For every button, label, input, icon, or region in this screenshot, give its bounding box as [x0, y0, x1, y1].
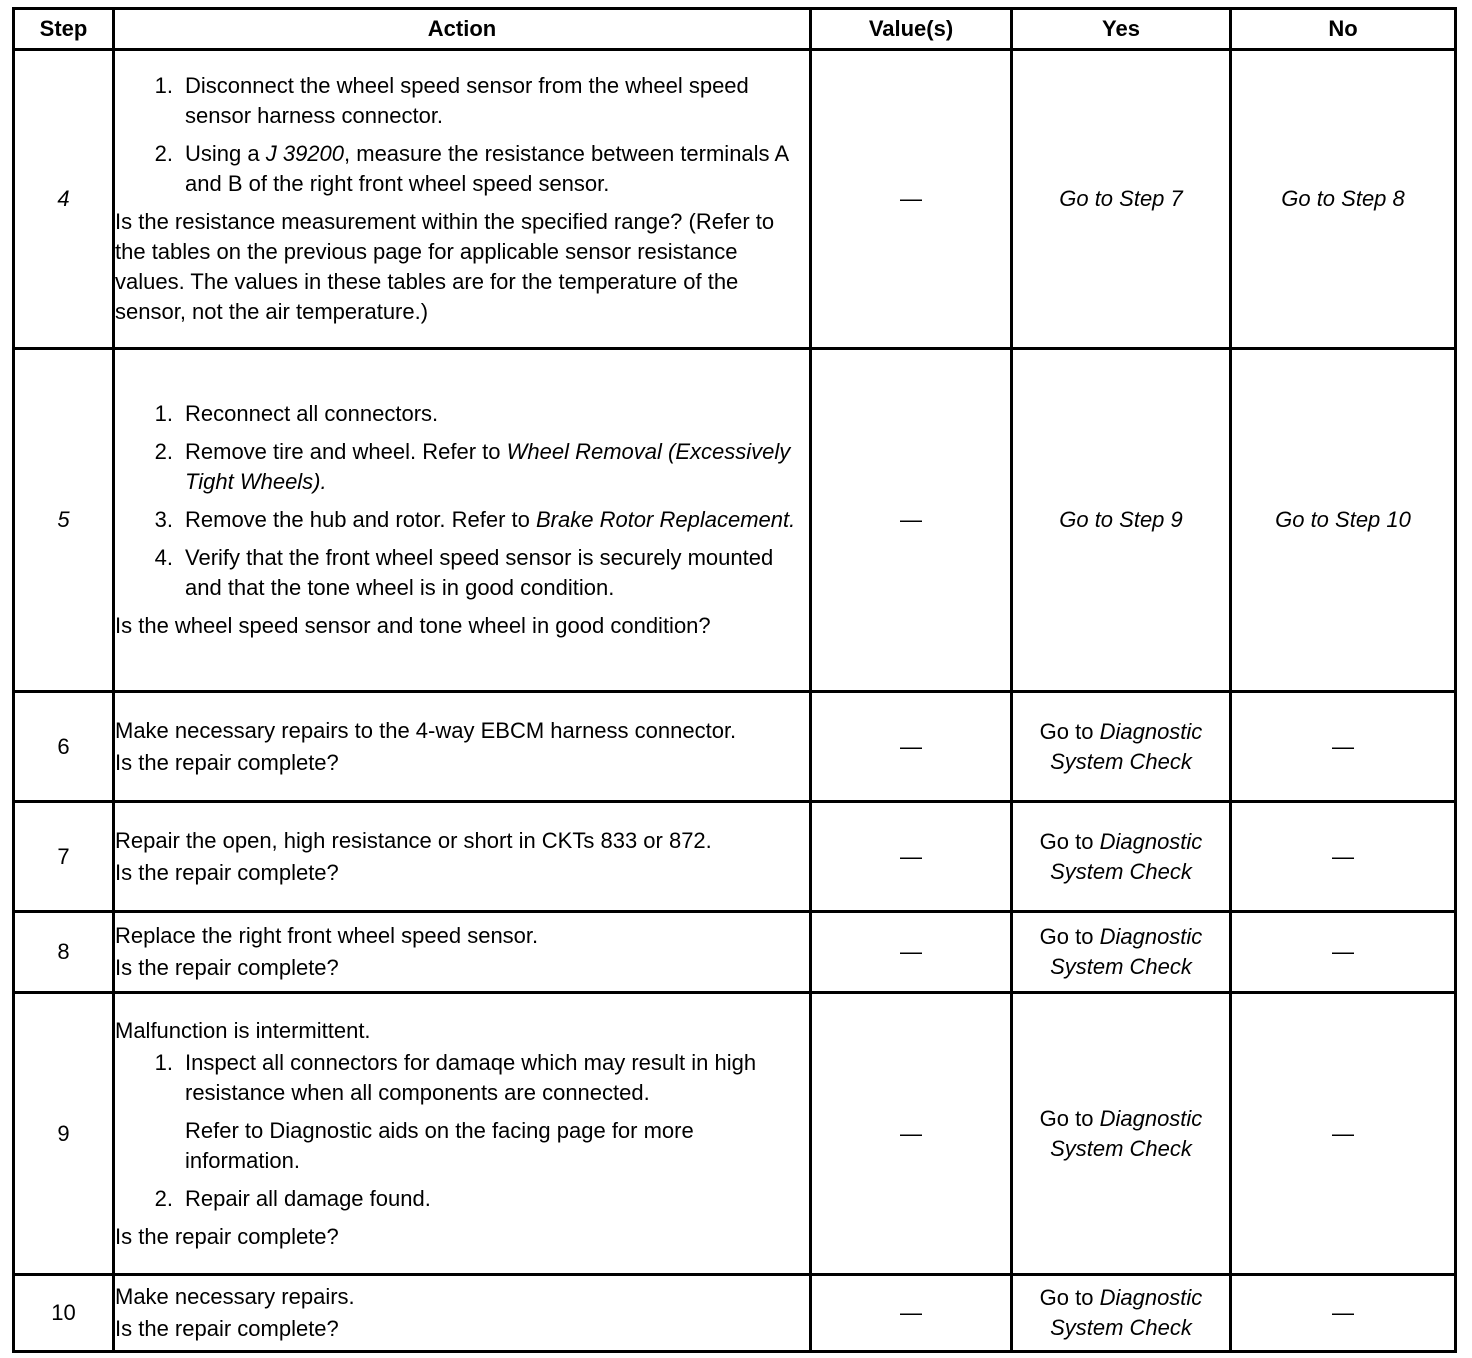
- item-text-part: Remove the hub and rotor. Refer to: [185, 507, 536, 532]
- list-item: [115, 399, 809, 429]
- procedure-reference: Diagnostic System Check: [1050, 718, 1203, 774]
- yes-cell: [1012, 1275, 1231, 1352]
- procedure-reference: Wheel Removal (Excessively Tight Wheels).: [185, 439, 791, 494]
- action-cell: [114, 912, 811, 993]
- item-text: Verify that the front wheel speed sensor is securely mounted and that the tone wheel is in good condition.: [185, 545, 774, 600]
- item-text: Repair all damage found.: [185, 1185, 431, 1211]
- diagnostic-table: [12, 7, 1457, 1353]
- step-number: 9: [14, 993, 114, 1275]
- item-number: 2.: [154, 439, 173, 464]
- action-cell: [114, 993, 811, 1275]
- procedure-reference: Diagnostic System Check: [1050, 1285, 1203, 1340]
- yes-cell: [1012, 912, 1231, 993]
- action-cell: [114, 50, 811, 349]
- list-item: [115, 437, 809, 497]
- item-number: 4.: [154, 545, 173, 570]
- list-item: [115, 505, 809, 535]
- no-cell: —: [1231, 912, 1456, 993]
- value-cell: —: [811, 993, 1012, 1275]
- yes-cell: [1012, 802, 1231, 912]
- list-item: [115, 1184, 809, 1214]
- action-steps: [115, 1048, 809, 1214]
- step-number: 8: [14, 912, 114, 993]
- yes-cell: [1012, 993, 1231, 1275]
- action-text: Replace the right front wheel speed sensor.: [115, 923, 539, 948]
- action-text: Repair the open, high resistance or short in CKTs 833 or 872.: [115, 827, 712, 853]
- action-cell: [114, 1275, 811, 1352]
- step-number: 7: [14, 802, 114, 912]
- action-text: Make necessary repairs.: [115, 1284, 355, 1309]
- value-cell: —: [811, 349, 1012, 692]
- step-number: 6: [14, 692, 114, 802]
- list-item: [115, 543, 809, 603]
- no-cell: Go to Step 10: [1231, 349, 1456, 692]
- item-number: 2.: [154, 141, 173, 166]
- value-cell: —: [811, 692, 1012, 802]
- item-text: [185, 139, 809, 199]
- question-text: Is the repair complete?: [115, 1316, 339, 1341]
- procedure-reference: Diagnostic System Check: [1050, 924, 1203, 979]
- item-text: [185, 1048, 809, 1176]
- item-text-part: Inspect all connectors for damaqe which may result in high resistance when all components are connected.: [185, 1049, 757, 1105]
- question-text: Is the repair complete?: [115, 749, 339, 775]
- question-text: Is the repair complete?: [115, 859, 339, 885]
- value-cell: —: [811, 1275, 1012, 1352]
- yes-cell: [1012, 692, 1231, 802]
- item-note: Refer to Diagnostic aids on the facing page for more information.: [185, 1117, 694, 1173]
- yes-text: Go to: [1039, 718, 1100, 744]
- procedure-reference: Diagnostic System Check: [1050, 828, 1203, 884]
- yes-text: Go to: [1039, 828, 1100, 854]
- value-cell: —: [811, 912, 1012, 993]
- item-text-part: Remove tire and wheel. Refer to: [185, 439, 507, 464]
- tool-reference: J 39200: [265, 141, 345, 166]
- no-cell: Go to Step 8: [1231, 50, 1456, 349]
- action-cell: [114, 692, 811, 802]
- item-text: Reconnect all connectors.: [185, 401, 439, 426]
- list-item: [115, 71, 809, 131]
- action-cell: [114, 802, 811, 912]
- item-text: [185, 505, 809, 535]
- item-number: 3.: [154, 507, 173, 532]
- table-row: [14, 50, 1456, 349]
- step-number: 10: [14, 1275, 114, 1352]
- question-text: Is the resistance measurement within the specified range? (Refer to the tables on the previous page for applicable sensor resistance values. The values in these tables are for the temperature of the sensor, not the air temperature.): [115, 209, 775, 324]
- header-step: Step: [14, 9, 114, 50]
- header-row: [14, 9, 1456, 50]
- action-steps: [115, 399, 809, 603]
- table-row: [14, 349, 1456, 692]
- item-number: 1.: [154, 401, 173, 426]
- table-row: [14, 993, 1456, 1275]
- action-text: Make necessary repairs to the 4-way EBCM harness connector.: [115, 717, 737, 743]
- yes-text: Go to: [1039, 1285, 1100, 1310]
- no-cell: —: [1231, 802, 1456, 912]
- question-text: Is the repair complete?: [115, 1223, 339, 1249]
- action-cell: [114, 349, 811, 692]
- question-text: Is the repair complete?: [115, 955, 339, 980]
- header-action: Action: [114, 9, 811, 50]
- value-cell: —: [811, 802, 1012, 912]
- item-number: 1.: [154, 1049, 173, 1075]
- header-values: Value(s): [811, 9, 1012, 50]
- yes-text: Go to: [1039, 1105, 1100, 1131]
- item-number: 1.: [154, 73, 173, 98]
- header-no: No: [1231, 9, 1456, 50]
- list-item: [115, 139, 809, 199]
- procedure-reference: Brake Rotor Replacement.: [535, 507, 796, 532]
- yes-cell: Go to Step 9: [1012, 349, 1231, 692]
- action-steps: [115, 71, 809, 199]
- item-number: 2.: [154, 1185, 173, 1211]
- table-row: [14, 692, 1456, 802]
- step-number: 4: [14, 50, 114, 349]
- procedure-reference: Diagnostic System Check: [1050, 1105, 1203, 1161]
- yes-cell: Go to Step 7: [1012, 50, 1231, 349]
- yes-text: Go to: [1039, 924, 1100, 949]
- no-cell: —: [1231, 692, 1456, 802]
- item-text: Disconnect the wheel speed sensor from the wheel speed sensor harness connector.: [185, 73, 749, 128]
- no-cell: —: [1231, 993, 1456, 1275]
- header-yes: Yes: [1012, 9, 1231, 50]
- table-row: [14, 1275, 1456, 1352]
- item-text-part: Using a: [185, 141, 266, 166]
- value-cell: —: [811, 50, 1012, 349]
- step-number: 5: [14, 349, 114, 692]
- no-cell: —: [1231, 1275, 1456, 1352]
- item-text-part: , measure the resistance between terminals A and B of the right front wheel speed sensor.: [185, 141, 788, 196]
- question-text: Is the wheel speed sensor and tone wheel in good condition?: [115, 613, 711, 638]
- list-item: [115, 1048, 809, 1176]
- table-row: [14, 802, 1456, 912]
- table-row: [14, 912, 1456, 993]
- action-text: Malfunction is intermittent.: [115, 1017, 371, 1043]
- item-text: [185, 437, 809, 497]
